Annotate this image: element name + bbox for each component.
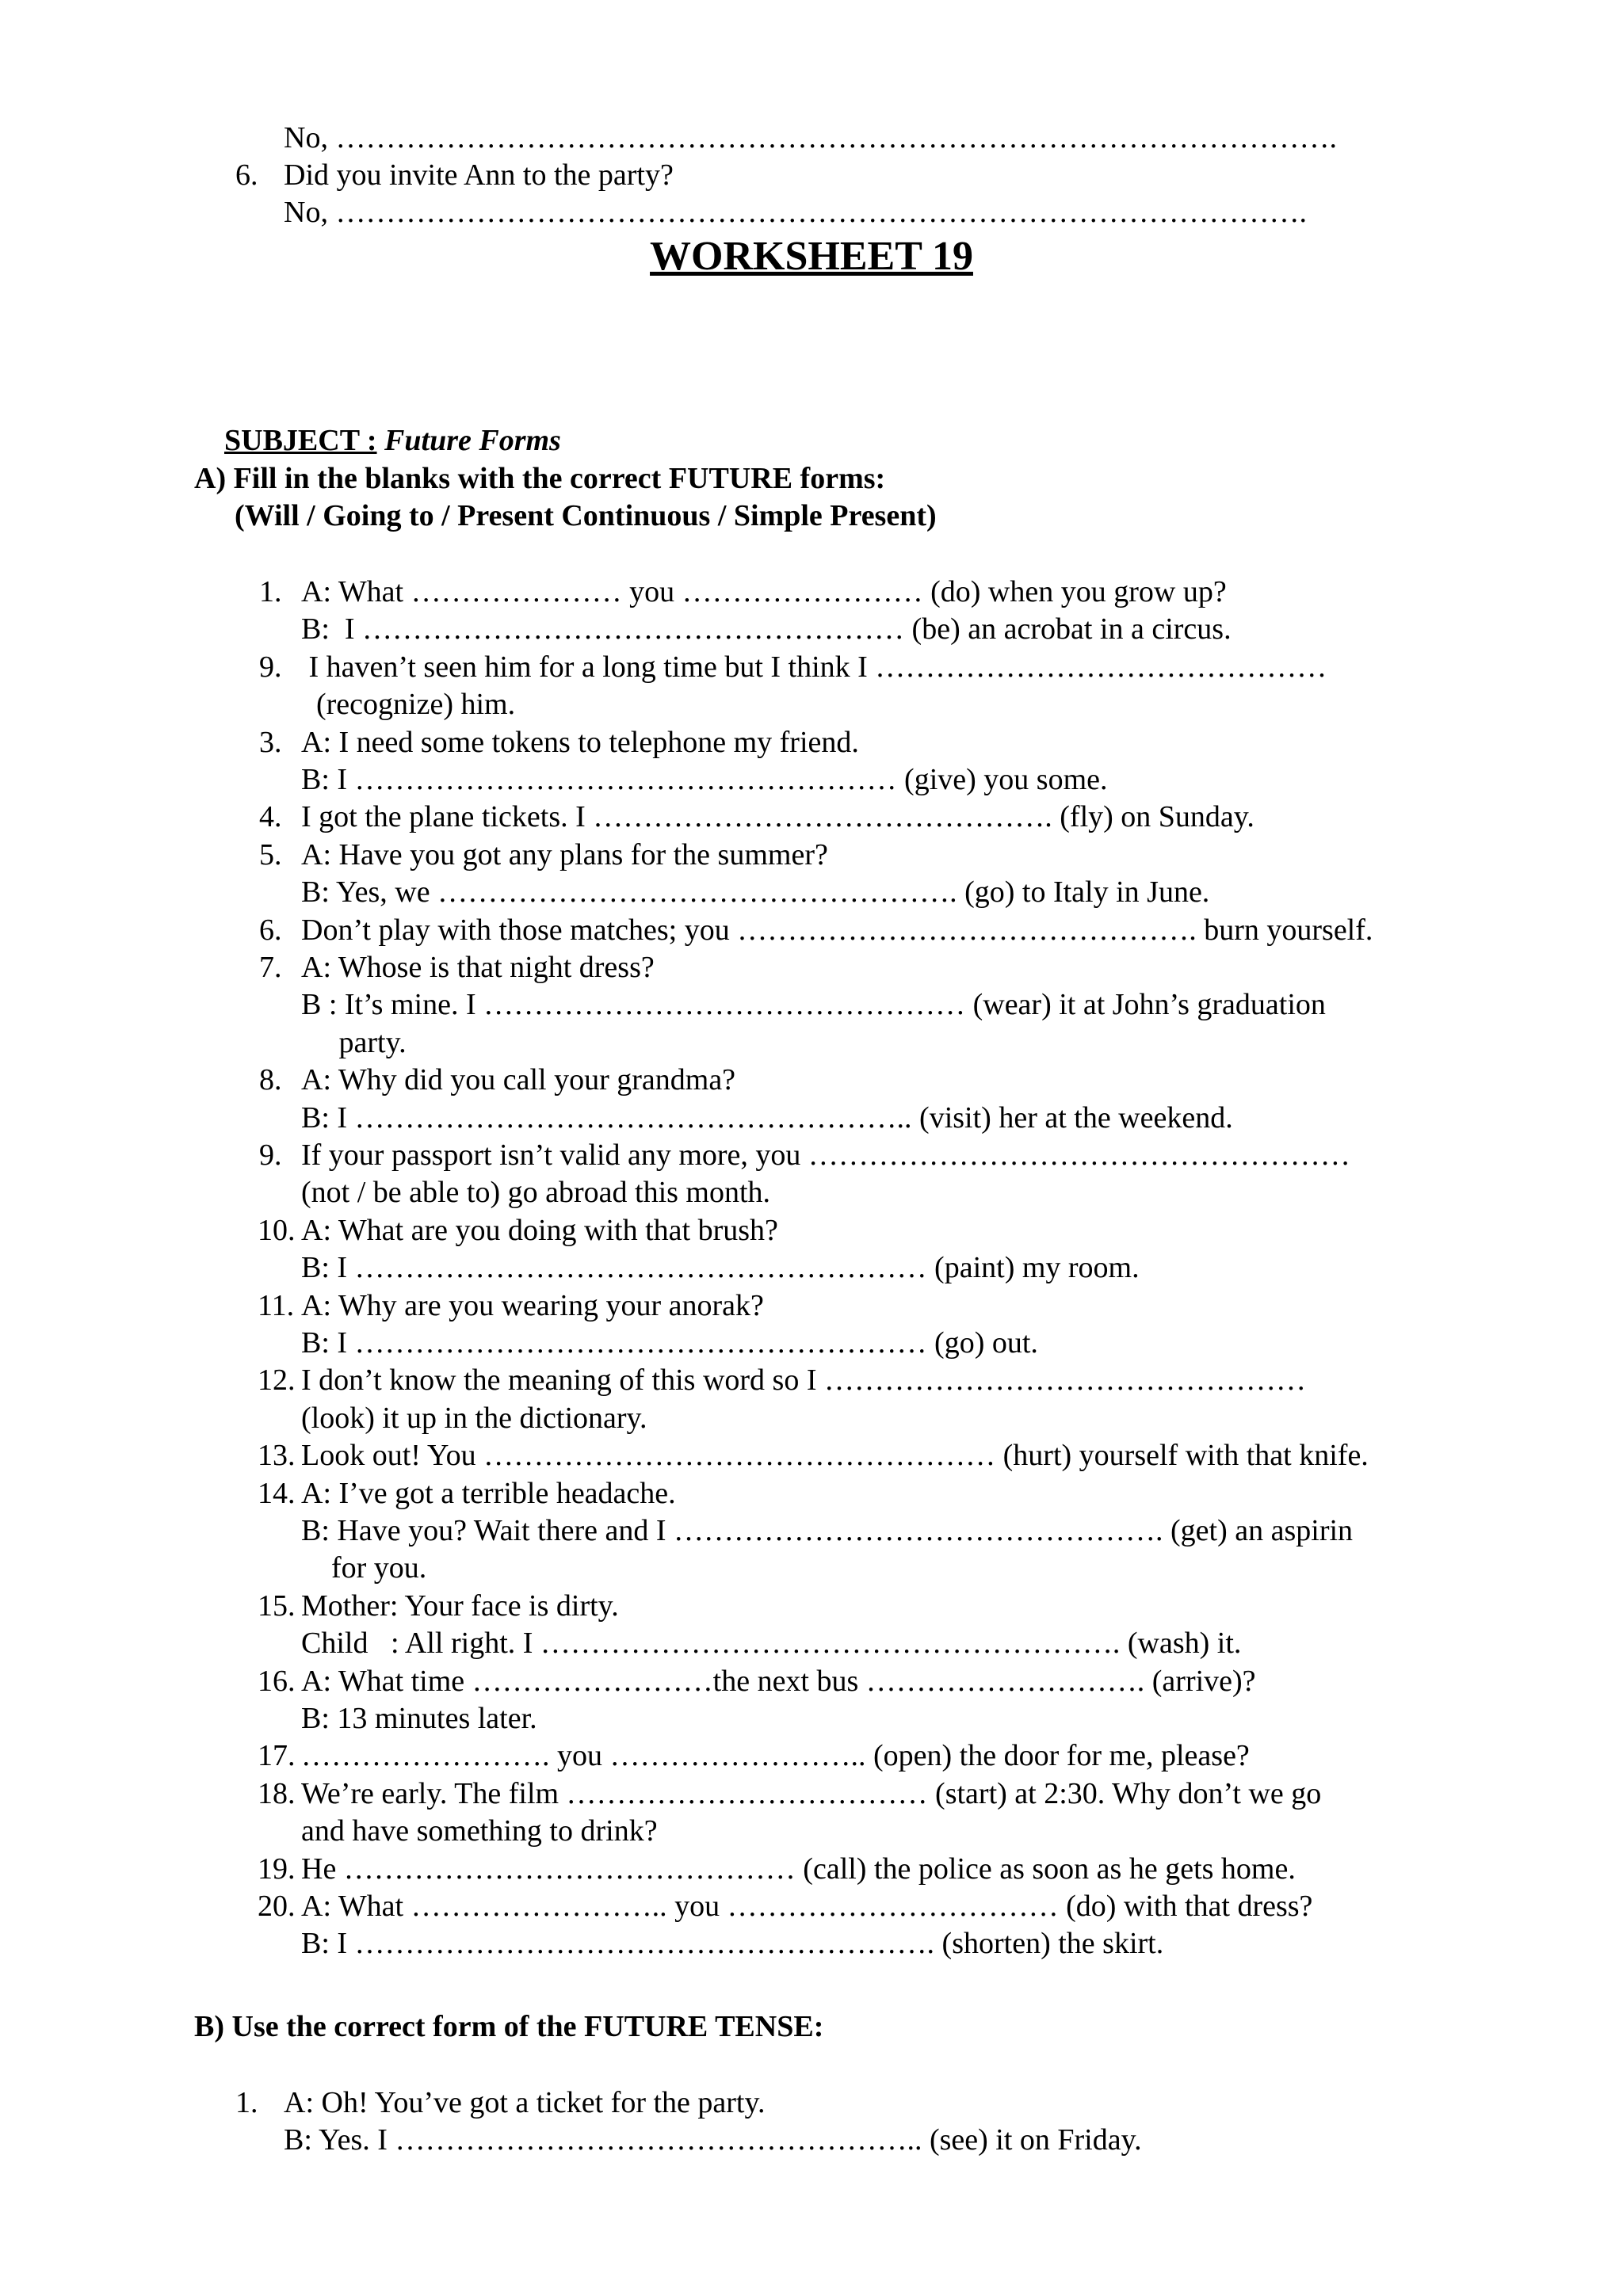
section-b-heading: B) Use the correct form of the FUTURE TENSE: <box>194 2010 824 2043</box>
item-number: 7. <box>259 951 282 984</box>
item-continuation-line: B: 13 minutes later. <box>301 1702 537 1735</box>
item-line: I haven’t seen him for a long time but I think I ……………………………………… <box>301 650 1327 684</box>
item-line: A: Whose is that night dress? <box>301 951 655 984</box>
item-continuation-line: B: I ……………………………………………… (be) an acrobat in a circus. <box>301 612 1232 646</box>
item-line: Mother: Your face is dirty. <box>301 1589 619 1623</box>
item-number: 5. <box>259 837 282 871</box>
item-line: A: What are you doing with that brush? <box>301 1214 778 1247</box>
item-number: 10. <box>258 1213 296 1247</box>
item-continuation-line: and have something to drink? <box>301 1814 658 1848</box>
item-continuation-line: B : It’s mine. I ………………………………………… (wear) it at John’s graduation <box>301 988 1326 1021</box>
item-continuation-line: B: Yes, we ……………………………………………. (go) to Italy in June. <box>301 875 1210 909</box>
item-number: 9. <box>259 650 282 684</box>
item-continuation-line: (recognize) him. <box>301 688 516 721</box>
item-number: 8. <box>259 1063 282 1097</box>
item-line: Look out! You …………………………………………… (hurt) yourself with that knife. <box>301 1439 1369 1472</box>
subject-label: SUBJECT : <box>224 424 377 457</box>
item-line: A: Why are you wearing your anorak? <box>301 1289 764 1322</box>
item-number: 1. <box>235 2086 258 2119</box>
item-line: We’re early. The film ……………………………… (start) at 2:30. Why don’t we go <box>301 1777 1322 1810</box>
item-line: A: I’ve got a terrible headache. <box>301 1477 676 1510</box>
worksheet-title: WORKSHEET 19 <box>650 234 973 279</box>
item-continuation-line: (look) it up in the dictionary. <box>301 1402 647 1435</box>
item-line: He ……………………………………… (call) the police as soon as he gets home. <box>301 1852 1296 1886</box>
item-line: A: What ………………… you …………………… (do) when you grow up? <box>301 575 1227 608</box>
item-line: I got the plane tickets. I ………………………………………. (fly) on Sunday. <box>301 800 1254 833</box>
item-line: Don’t play with those matches; you ………………………………………. burn yourself. <box>301 913 1373 947</box>
item-continuation-line: B: I ……………………………………………….. (visit) her at the weekend. <box>301 1101 1233 1135</box>
item-line: A: Why did you call your grandma? <box>301 1063 736 1097</box>
item-continuation-line: Child : All right. I …………………………………………………. (wash) it. <box>301 1627 1242 1660</box>
item-number: 1. <box>259 575 282 608</box>
item-line: A: What …………………….. you …………………………… (do) with that dress? <box>301 1890 1313 1923</box>
item-number: 13. <box>258 1439 296 1473</box>
item-continuation-line: B: Yes. I …………………………………………….. (see) it on Friday. <box>284 2123 1142 2157</box>
item-line: A: I need some tokens to telephone my friend. <box>301 726 859 759</box>
previous-answer-line: No, ……………………………………………………………………………………. <box>284 196 1307 229</box>
item-line: A: Oh! You’ve got a ticket for the party. <box>284 2086 766 2119</box>
item-number: 20. <box>258 1890 296 1923</box>
item-line: If your passport isn’t valid any more, you ……………………………………………… <box>301 1138 1350 1172</box>
subject-value: Future Forms <box>384 424 561 457</box>
item-line: A: Have you got any plans for the summer? <box>301 838 828 871</box>
item-number: 18. <box>258 1776 296 1810</box>
item-continuation-line: (not / be able to) go abroad this month. <box>301 1176 771 1209</box>
item-number: 4. <box>259 800 282 834</box>
item-continuation-line: party. <box>301 1026 407 1059</box>
previous-question-text: Did you invite Ann to the party? <box>284 158 674 192</box>
previous-question-number: 6. <box>235 158 258 192</box>
item-continuation-line: B: I ………………………………………………… (paint) my room. <box>301 1251 1140 1284</box>
previous-answer-line: No, ………………………………………………………………………………………. <box>284 121 1337 154</box>
item-continuation-line: B: I …………………………………………………. (shorten) the skirt. <box>301 1927 1164 1960</box>
item-number: 11. <box>258 1288 295 1322</box>
item-number: 19. <box>258 1852 296 1886</box>
item-number: 14. <box>258 1476 296 1510</box>
item-line: ……………………. you …………………….. (open) the door for me, please? <box>301 1739 1250 1772</box>
section-a-heading: A) Fill in the blanks with the correct FUTURE forms: <box>194 462 886 495</box>
section-a-subheading: (Will / Going to / Present Continuous / Simple Present) <box>235 499 937 532</box>
item-number: 16. <box>258 1664 296 1698</box>
item-line: A: What time ……………………the next bus ………………………. (arrive)? <box>301 1665 1256 1698</box>
item-continuation-line: B: I ………………………………………………… (go) out. <box>301 1326 1038 1360</box>
item-number: 17. <box>258 1739 296 1773</box>
item-continuation-line: B: Have you? Wait there and I …………………………………………. (get) an aspirin <box>301 1514 1354 1547</box>
item-number: 15. <box>258 1589 296 1623</box>
item-continuation-line: B: I ……………………………………………… (give) you some. <box>301 763 1108 796</box>
item-continuation-line: for you. <box>301 1551 427 1585</box>
item-line: I don’t know the meaning of this word so I ………………………………………… <box>301 1363 1306 1397</box>
item-number: 9. <box>259 1138 282 1172</box>
item-number: 6. <box>259 913 282 947</box>
item-number: 12. <box>258 1363 296 1398</box>
item-number: 3. <box>259 725 282 759</box>
